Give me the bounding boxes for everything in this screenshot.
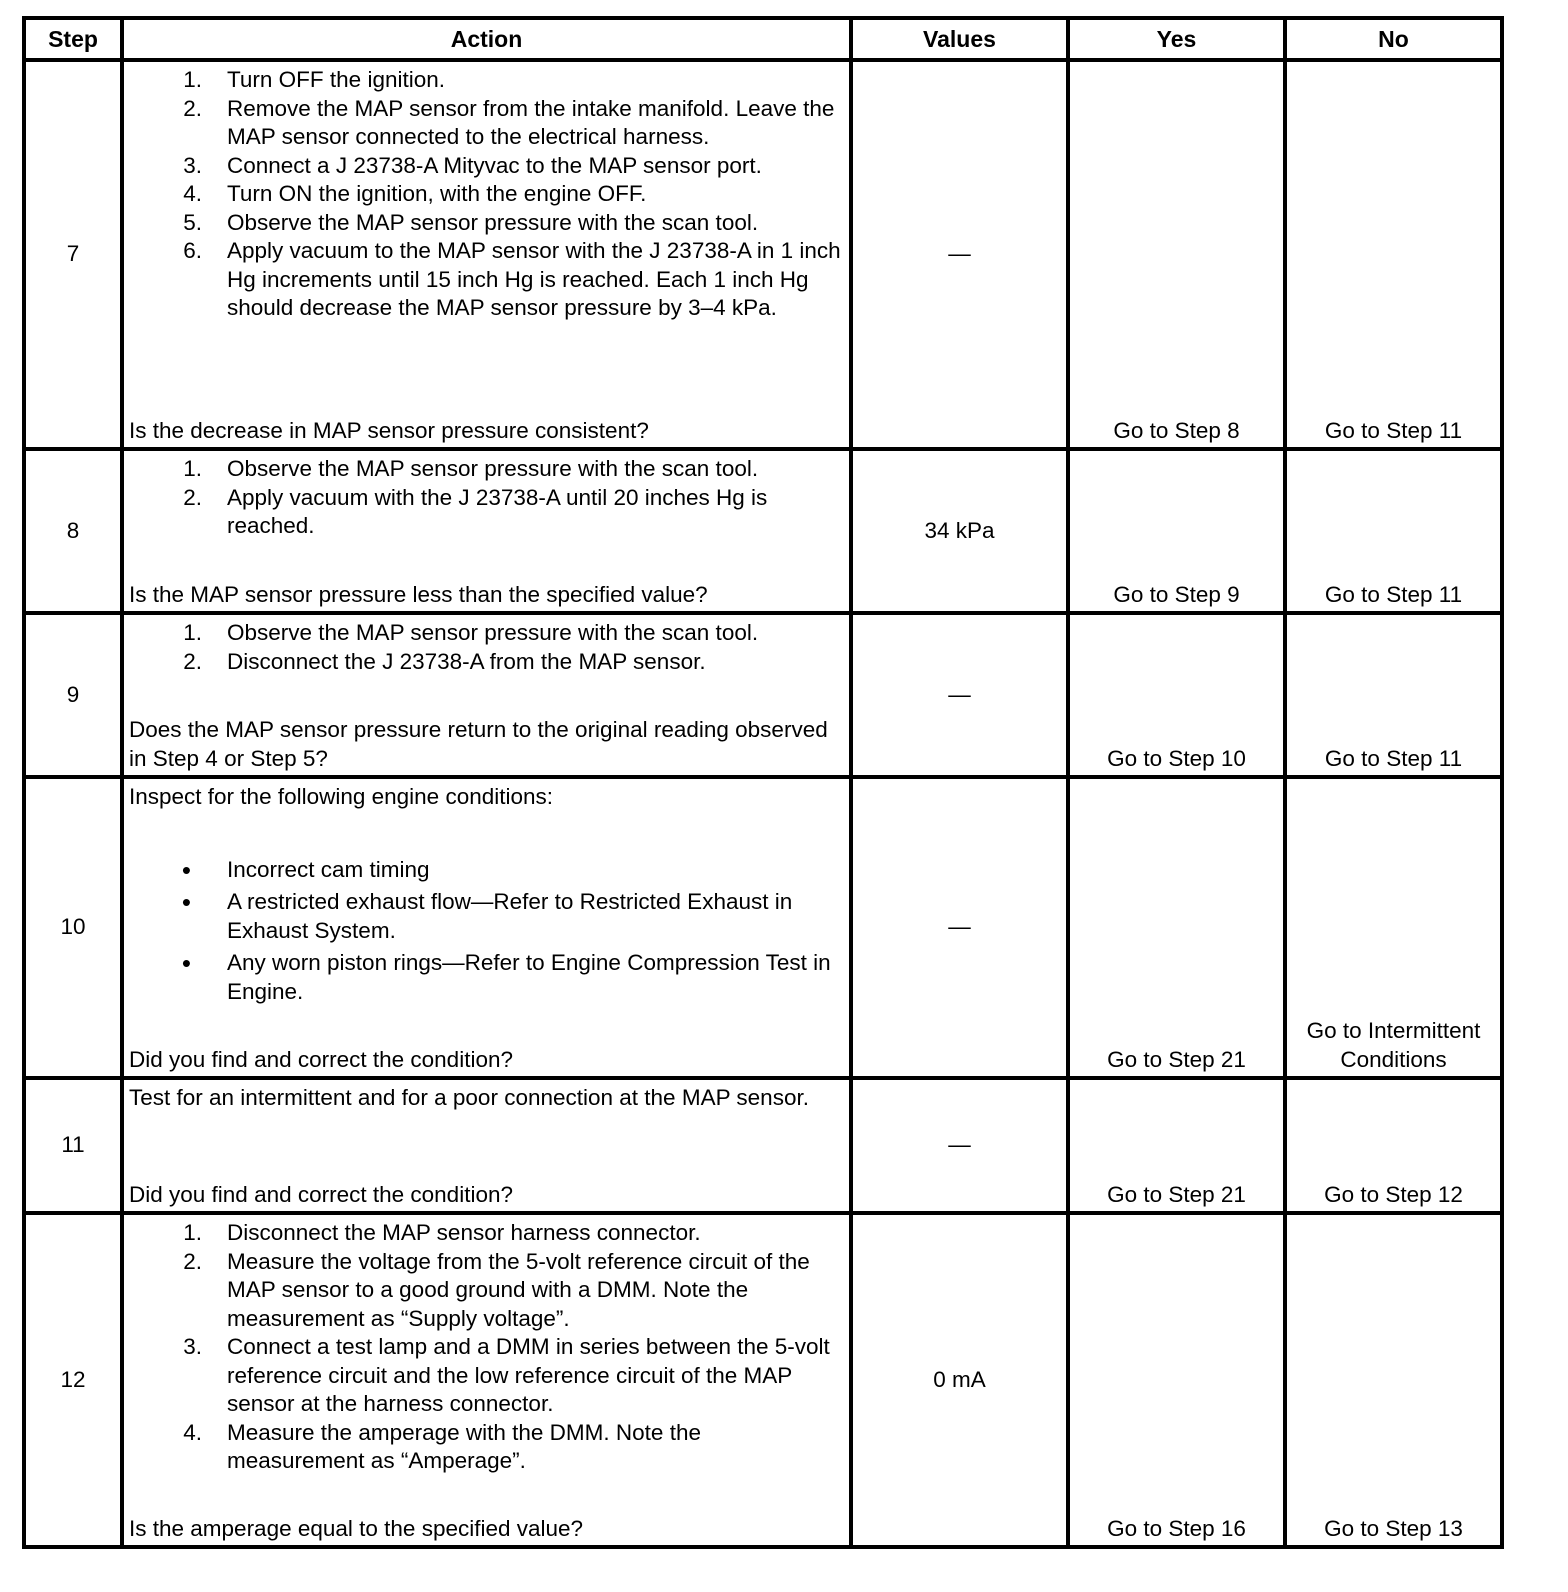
- bullet-icon: •: [181, 887, 191, 917]
- spacer: [129, 812, 843, 856]
- list-item: [129, 209, 843, 238]
- action-instructions: [129, 1084, 843, 1113]
- action-content: [124, 1215, 849, 1545]
- no-link: Go to Intermittent Conditions: [1306, 1018, 1481, 1072]
- action-question: Is the amperage equal to the specified value?: [129, 1515, 584, 1541]
- item-number: 3.: [183, 1334, 202, 1359]
- action-content: [124, 62, 849, 447]
- bullet-icon: •: [181, 854, 191, 885]
- step-number: 11: [24, 1078, 122, 1213]
- yes-link: Go to Step 21: [1107, 1181, 1246, 1207]
- list-item: [129, 619, 843, 648]
- yes-link: Go to Step 8: [1113, 417, 1240, 443]
- item-number: 2.: [183, 1248, 202, 1274]
- list-item: [129, 237, 843, 323]
- action-instructions: [129, 1219, 843, 1476]
- table-row: [24, 1078, 1502, 1213]
- action-instructions: [129, 783, 843, 1010]
- action-intro: Inspect for the following engine conditions:: [129, 784, 554, 809]
- item-number: 4.: [183, 1419, 202, 1445]
- no-outcome: [1285, 449, 1502, 613]
- spec-value: —: [851, 777, 1068, 1078]
- yes-link: Go to Step 16: [1107, 1515, 1246, 1541]
- list-item: [129, 484, 843, 541]
- bullet-icon: •: [181, 948, 191, 978]
- list-item: [129, 856, 843, 885]
- yes-link: Go to Step 21: [1107, 1046, 1246, 1072]
- list-item: [129, 95, 843, 152]
- item-number: 2.: [183, 484, 202, 510]
- action-instructions: [129, 619, 843, 676]
- yes-outcome: [1068, 60, 1285, 449]
- action-cell: [122, 60, 851, 449]
- no-link: Go to Step 12: [1324, 1181, 1463, 1207]
- item-text: Disconnect the J 23738-A from the MAP sensor.: [227, 648, 706, 674]
- item-text: Turn ON the ignition, with the engine OFF.: [227, 181, 647, 206]
- action-cell: [122, 613, 851, 777]
- list-item: [129, 180, 843, 209]
- list-item: [129, 152, 843, 181]
- no-link: Go to Step 13: [1324, 1515, 1463, 1541]
- list-item: [129, 1419, 843, 1476]
- no-link: Go to Step 11: [1324, 581, 1463, 607]
- item-text: Disconnect the MAP sensor harness connector.: [227, 1220, 701, 1245]
- list-item: [129, 1248, 843, 1334]
- table-row: [24, 613, 1502, 777]
- item-number: 1.: [183, 620, 202, 645]
- item-text: Observe the MAP sensor pressure with the scan tool.: [227, 456, 759, 481]
- step-number: 9: [24, 613, 122, 777]
- action-question: Is the decrease in MAP sensor pressure consistent?: [129, 417, 649, 443]
- table-row: [24, 777, 1502, 1078]
- action-content: [124, 451, 849, 611]
- yes-link: Go to Step 10: [1107, 745, 1246, 771]
- yes-outcome: [1068, 777, 1285, 1078]
- item-text: Turn OFF the ignition.: [227, 67, 446, 92]
- action-instructions: [129, 66, 843, 323]
- yes-outcome: [1068, 1078, 1285, 1213]
- yes-outcome: [1068, 1213, 1285, 1547]
- item-text: Remove the MAP sensor from the intake manifold. Leave the MAP sensor connected to the electrical harness.: [227, 95, 835, 149]
- header-values: Values: [851, 18, 1068, 60]
- item-number: 6.: [183, 238, 202, 263]
- yes-outcome: [1068, 613, 1285, 777]
- action-content: [124, 615, 849, 775]
- item-number: 1.: [183, 1220, 202, 1245]
- numbered-list: [129, 66, 843, 323]
- item-number: 2.: [183, 95, 202, 121]
- bullet-list: [129, 856, 843, 1007]
- item-number: 1.: [183, 67, 202, 92]
- item-number: 5.: [183, 209, 202, 235]
- item-number: 1.: [183, 456, 202, 481]
- no-link: Go to Step 11: [1324, 417, 1463, 443]
- action-cell: [122, 449, 851, 613]
- list-item: [129, 1333, 843, 1419]
- item-text: Measure the voltage from the 5-volt reference circuit of the MAP sensor to a good ground with a DMM. Note the measurement as “Supply voltage”.: [227, 1248, 810, 1331]
- action-question: Does the MAP sensor pressure return to the original reading observed in Step 4 or Step 5?: [129, 717, 828, 771]
- header-step: Step: [24, 18, 122, 60]
- action-content: [124, 779, 849, 1076]
- action-intro: Test for an intermittent and for a poor connection at the MAP sensor.: [129, 1085, 809, 1110]
- action-question: Did you find and correct the condition?: [129, 1181, 513, 1207]
- action-content: [124, 1080, 849, 1211]
- list-item: [129, 949, 843, 1006]
- step-number: 7: [24, 60, 122, 449]
- item-text: Observe the MAP sensor pressure with the scan tool.: [227, 620, 759, 645]
- item-text: Measure the amperage with the DMM. Note the measurement as “Amperage”.: [227, 1419, 701, 1473]
- step-number: 12: [24, 1213, 122, 1547]
- list-item: [129, 648, 843, 677]
- item-text: Connect a J 23738-A Mityvac to the MAP sensor port.: [227, 152, 762, 178]
- no-outcome: [1285, 613, 1502, 777]
- header-action: Action: [122, 18, 851, 60]
- spec-value: 0 mA: [851, 1213, 1068, 1547]
- diagnostic-table: [22, 16, 1504, 1549]
- item-text: A restricted exhaust flow—Refer to Restricted Exhaust in Exhaust System.: [227, 889, 793, 943]
- item-text: Any worn piston rings—Refer to Engine Compression Test in Engine.: [227, 950, 831, 1004]
- numbered-list: [129, 455, 843, 541]
- list-item: [129, 888, 843, 945]
- action-cell: [122, 777, 851, 1078]
- action-question: Did you find and correct the condition?: [129, 1046, 513, 1072]
- step-number: 8: [24, 449, 122, 613]
- list-item: [129, 66, 843, 95]
- table-row: [24, 60, 1502, 449]
- item-number: 4.: [183, 181, 202, 206]
- numbered-list: [129, 619, 843, 676]
- item-text: Connect a test lamp and a DMM in series between the 5-volt reference circuit and the low reference circuit of the MAP sensor at the harness connector.: [227, 1334, 830, 1416]
- table-row: [24, 449, 1502, 613]
- spec-value: —: [851, 1078, 1068, 1213]
- header-row: [24, 18, 1502, 60]
- no-outcome: [1285, 777, 1502, 1078]
- item-text: Apply vacuum to the MAP sensor with the J 23738-A in 1 inch Hg increments until 15 inch Hg is reached. Each 1 inch Hg should decrease the MAP sensor pressure by 3–4 kPa.: [227, 238, 841, 320]
- yes-outcome: [1068, 449, 1285, 613]
- list-item: [129, 1219, 843, 1248]
- no-outcome: [1285, 1078, 1502, 1213]
- no-outcome: [1285, 1213, 1502, 1547]
- action-cell: [122, 1078, 851, 1213]
- header-yes: Yes: [1068, 18, 1285, 60]
- action-question: Is the MAP sensor pressure less than the specified value?: [129, 581, 708, 607]
- no-outcome: [1285, 60, 1502, 449]
- table-body: [24, 60, 1502, 1547]
- numbered-list: [129, 1219, 843, 1476]
- list-item: [129, 455, 843, 484]
- item-text: Apply vacuum with the J 23738-A until 20 inches Hg is reached.: [227, 484, 768, 538]
- header-no: No: [1285, 18, 1502, 60]
- yes-link: Go to Step 9: [1113, 581, 1240, 607]
- spec-value: 34 kPa: [851, 449, 1068, 613]
- item-text: Incorrect cam timing: [227, 856, 430, 882]
- item-text: Observe the MAP sensor pressure with the scan tool.: [227, 209, 759, 235]
- action-cell: [122, 1213, 851, 1547]
- item-number: 2.: [183, 648, 202, 674]
- spec-value: —: [851, 60, 1068, 449]
- action-instructions: [129, 455, 843, 541]
- no-link: Go to Step 11: [1324, 745, 1463, 771]
- spec-value: —: [851, 613, 1068, 777]
- item-number: 3.: [183, 152, 202, 178]
- table-row: [24, 1213, 1502, 1547]
- step-number: 10: [24, 777, 122, 1078]
